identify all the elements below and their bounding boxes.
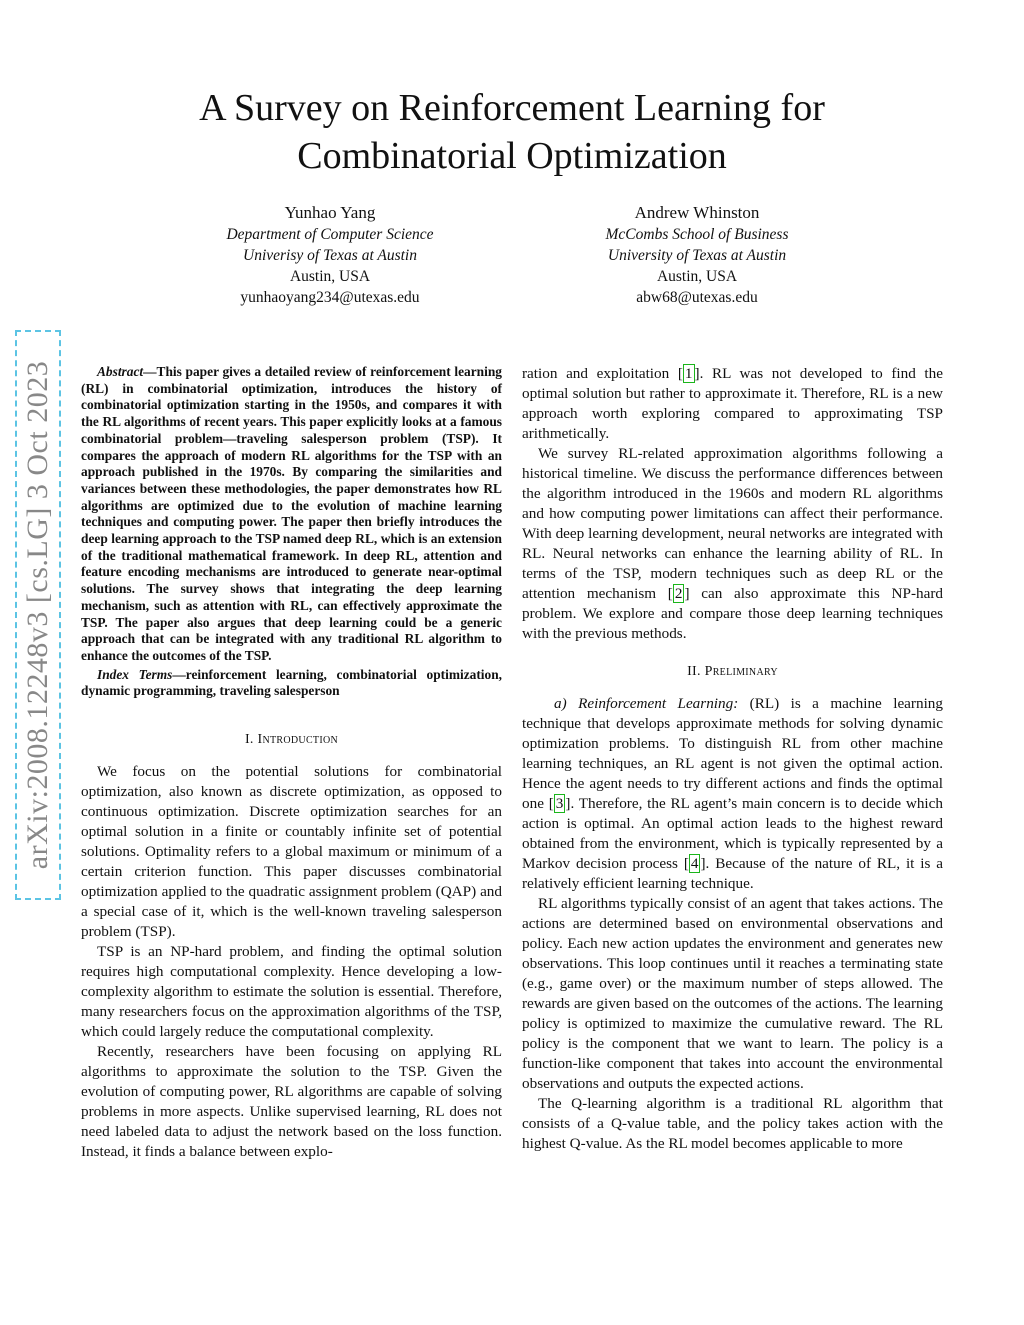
citation-link[interactable]: 2: [674, 585, 683, 602]
author-block-2: [532, 202, 862, 308]
abstract: [81, 364, 502, 665]
section-heading-preliminary: [522, 662, 943, 682]
citation-link[interactable]: 1: [684, 365, 693, 382]
abstract-label: Abstract: [97, 364, 144, 379]
title-line-2: Combinatorial Optimization: [297, 135, 727, 177]
arxiv-stamp[interactable]: [15, 330, 61, 900]
author-block-1: [165, 202, 495, 308]
abstract-text: —This paper gives a detailed review of reinforcement learning (RL) in combinatorial optimization, introduces the history of combinatorial optimization starting in the 1950s, and compares it with the RL algorithms of recent years. This paper explicitly looks at a famous combinatorial problem—traveling salesperson problem (TSP). It compares the approach of modern RL algorithms for the TSP with an approach published in the 1970s. By comparing the similarities and variances between these methodologies, the paper demonstrates how RL algorithms are optimized due to the evolution of machine learning techniques and computing power. The paper then briefly introduces the deep learning approach to the TSP named deep RL, which is an extension of the traditional mathematical framework. In deep RL, attention and feature encoding mechanisms are introduced to generate near-optimal solutions. The survey shows that integrating the deep learning mechanism, such as attention with RL, can effectively approximate the TSP. The paper also argues that deep learning could be a generic approach that can be integrated with any traditional RL algorithm to enhance the outcomes of the TSP.: [81, 364, 502, 663]
text-run: can also approximate this NP-hard problem. We explore and compare those deep learning techniques with the previous methods.: [522, 585, 943, 642]
paragraph: The Q-learning algorithm is a traditional RL algorithm that consists of a Q-value table, and the policy takes action with the highest Q-value. As the RL model becomes applicable to more: [522, 1095, 943, 1152]
paragraph: RL algorithms typically consist of an agent that takes actions. The actions are determined based on environmental observations and policy. Each new action updates the environment and generates new observations. This loop continues until it reaches a terminating state (e.g., game over) or the maximum number of steps allowed. The rewards are given based on the outcomes of the actions. The learning policy is optimized to maximize the cumulative reward. The RL policy is the component that we want to learn. The policy is a function-like component that takes into account the environmental observations and outputs the expected actions.: [522, 895, 943, 1092]
author-department: Department of Computer Science: [226, 226, 434, 243]
index-terms-label: Index Terms: [97, 666, 173, 682]
author-university: University of Texas at Austin: [607, 247, 787, 264]
author-name: Andrew Whinston: [634, 203, 760, 222]
right-column: [522, 364, 943, 1154]
section-title: Introduction: [257, 732, 339, 748]
author-department: McCombs School of Business: [605, 226, 789, 243]
author-email: abw68@utexas.edu: [636, 289, 758, 306]
index-terms-text: —reinforcement learning, combinatorial optimization, dynamic programming, traveling salesperson: [81, 666, 502, 699]
text-run: ration and exploitation: [522, 365, 678, 382]
paragraph: TSP is an NP-hard problem, and finding the optimal solution requires high computational complexity. Hence developing a low-complexity algorithm to estimate the solution is essential. Therefore, many researchers focus on the approximation algorithms of the TSP, which could largely reduce the computational complexity.: [81, 943, 502, 1041]
paragraph: We focus on the potential solutions for combinatorial optimization, also known as discrete optimization, as opposed to continuous optimization. Discrete optimization searches for an optimal solution in a finite or countably infinite set of potential solutions. Optimality refers to a global maximum or minimum of a certain criterion function. This paper discusses combinatorial optimization applied to the quadratic assignment problem (QAP) and a special case of it, which is the well-known traveling salesperson problem (TSP).: [81, 763, 502, 941]
text-run: . Therefore, the RL agent’s main concern is to decide which action is optimal. An optimal action leads to the highest reward obtained from the environment, which is typically represented by a Markov decision process: [522, 795, 943, 872]
author-location: Austin, USA: [289, 268, 371, 285]
subsection-label: a) Reinforcement Learning:: [554, 695, 739, 712]
section-number: I.: [244, 732, 258, 748]
text-run: . Because of the nature of RL, it is a relatively efficient learning technique.: [522, 855, 943, 892]
paper-title: [0, 84, 1024, 180]
index-terms: [81, 667, 502, 700]
author-location: Austin, USA: [656, 268, 738, 285]
paragraph: Recently, researchers have been focusing on applying RL algorithms to approximate the solution to the TSP. Given the evolution of computing power, RL algorithms are capable of solving problems in more aspects. Unlike supervised learning, RL does not need labeled data to adjust the network based on the loss function. Instead, it finds a balance between explo-: [81, 1043, 502, 1161]
text-run: We survey RL-related approximation algorithms following a historical timeline. We discuss the performance differences between the algorithm introduced in the 1960s and modern RL algorithms and how computing power limitations can affect their performance. With deep learning development, neural networks are integrated with RL. Neural networks can enhance the learning ability of RL. In terms of the TSP, modern techniques such as deep RL or the attention mechanism: [522, 445, 943, 602]
left-column: [81, 364, 502, 1162]
text-run: . RL was not developed to find the optimal solution but rather to approximate it. Therefore, RL is a new approach worth exploring compared to approximating TSP arithmetically.: [522, 365, 943, 442]
title-line-1: A Survey on Reinforcement Learning for: [199, 87, 825, 129]
author-name: Yunhao Yang: [284, 203, 376, 222]
citation-link[interactable]: 4: [690, 855, 699, 872]
text-run: (RL) is a machine learning technique that develops approximate methods for solving dynamic optimization problems. To distinguish RL from other machine learning techniques, an RL agent is not given the optimal action. Hence the agent needs to try different actions and finds the optimal one: [522, 695, 943, 812]
citation-link[interactable]: 3: [555, 795, 564, 812]
section-title: Preliminary: [704, 664, 778, 679]
arxiv-stamp-text[interactable]: arXiv:2008.12248v3 [cs.LG] 3 Oct 2023: [21, 360, 54, 870]
author-university: Univerisy of Texas at Austin: [243, 247, 417, 264]
section-number: II.: [687, 664, 705, 679]
author-email: yunhaoyang234@utexas.edu: [240, 289, 420, 306]
paragraph: ration and exploitation [ 1 ]. RL was not developed to find the optimal solution but rather to approximate it. Therefore, RL is a new approach worth exploring compared to approximating TSP arithmetically.: [522, 365, 943, 442]
section-heading-introduction: [81, 730, 502, 750]
paragraph: a) Reinforcement Learning: (RL) is a machine learning technique that develops approximate methods for solving dynamic optimization problems. To distinguish RL from other machine learning techniques, an RL agent is not given the optimal action. Hence the agent needs to try different actions and finds the optimal one [ 3 ]. Therefore, the RL agent’s main concern is to decide which action is optimal. An optimal action leads to the highest reward obtained from the environment, which is typically represented by a Markov decision process [ 4 ]. Because of the nature of RL, it is a relatively efficient learning technique.: [522, 695, 943, 892]
paragraph: We survey RL-related approximation algorithms following a historical timeline. We discuss the performance differences between the algorithm introduced in the 1960s and modern RL algorithms and how computing power limitations can affect their performance. With deep learning development, neural networks are integrated with RL. Neural networks can enhance the learning ability of RL. In terms of the TSP, modern techniques such as deep RL or the attention mechanism [ 2 ] can also approximate this NP-hard problem. We explore and compare those deep learning techniques with the previous methods.: [522, 445, 943, 642]
